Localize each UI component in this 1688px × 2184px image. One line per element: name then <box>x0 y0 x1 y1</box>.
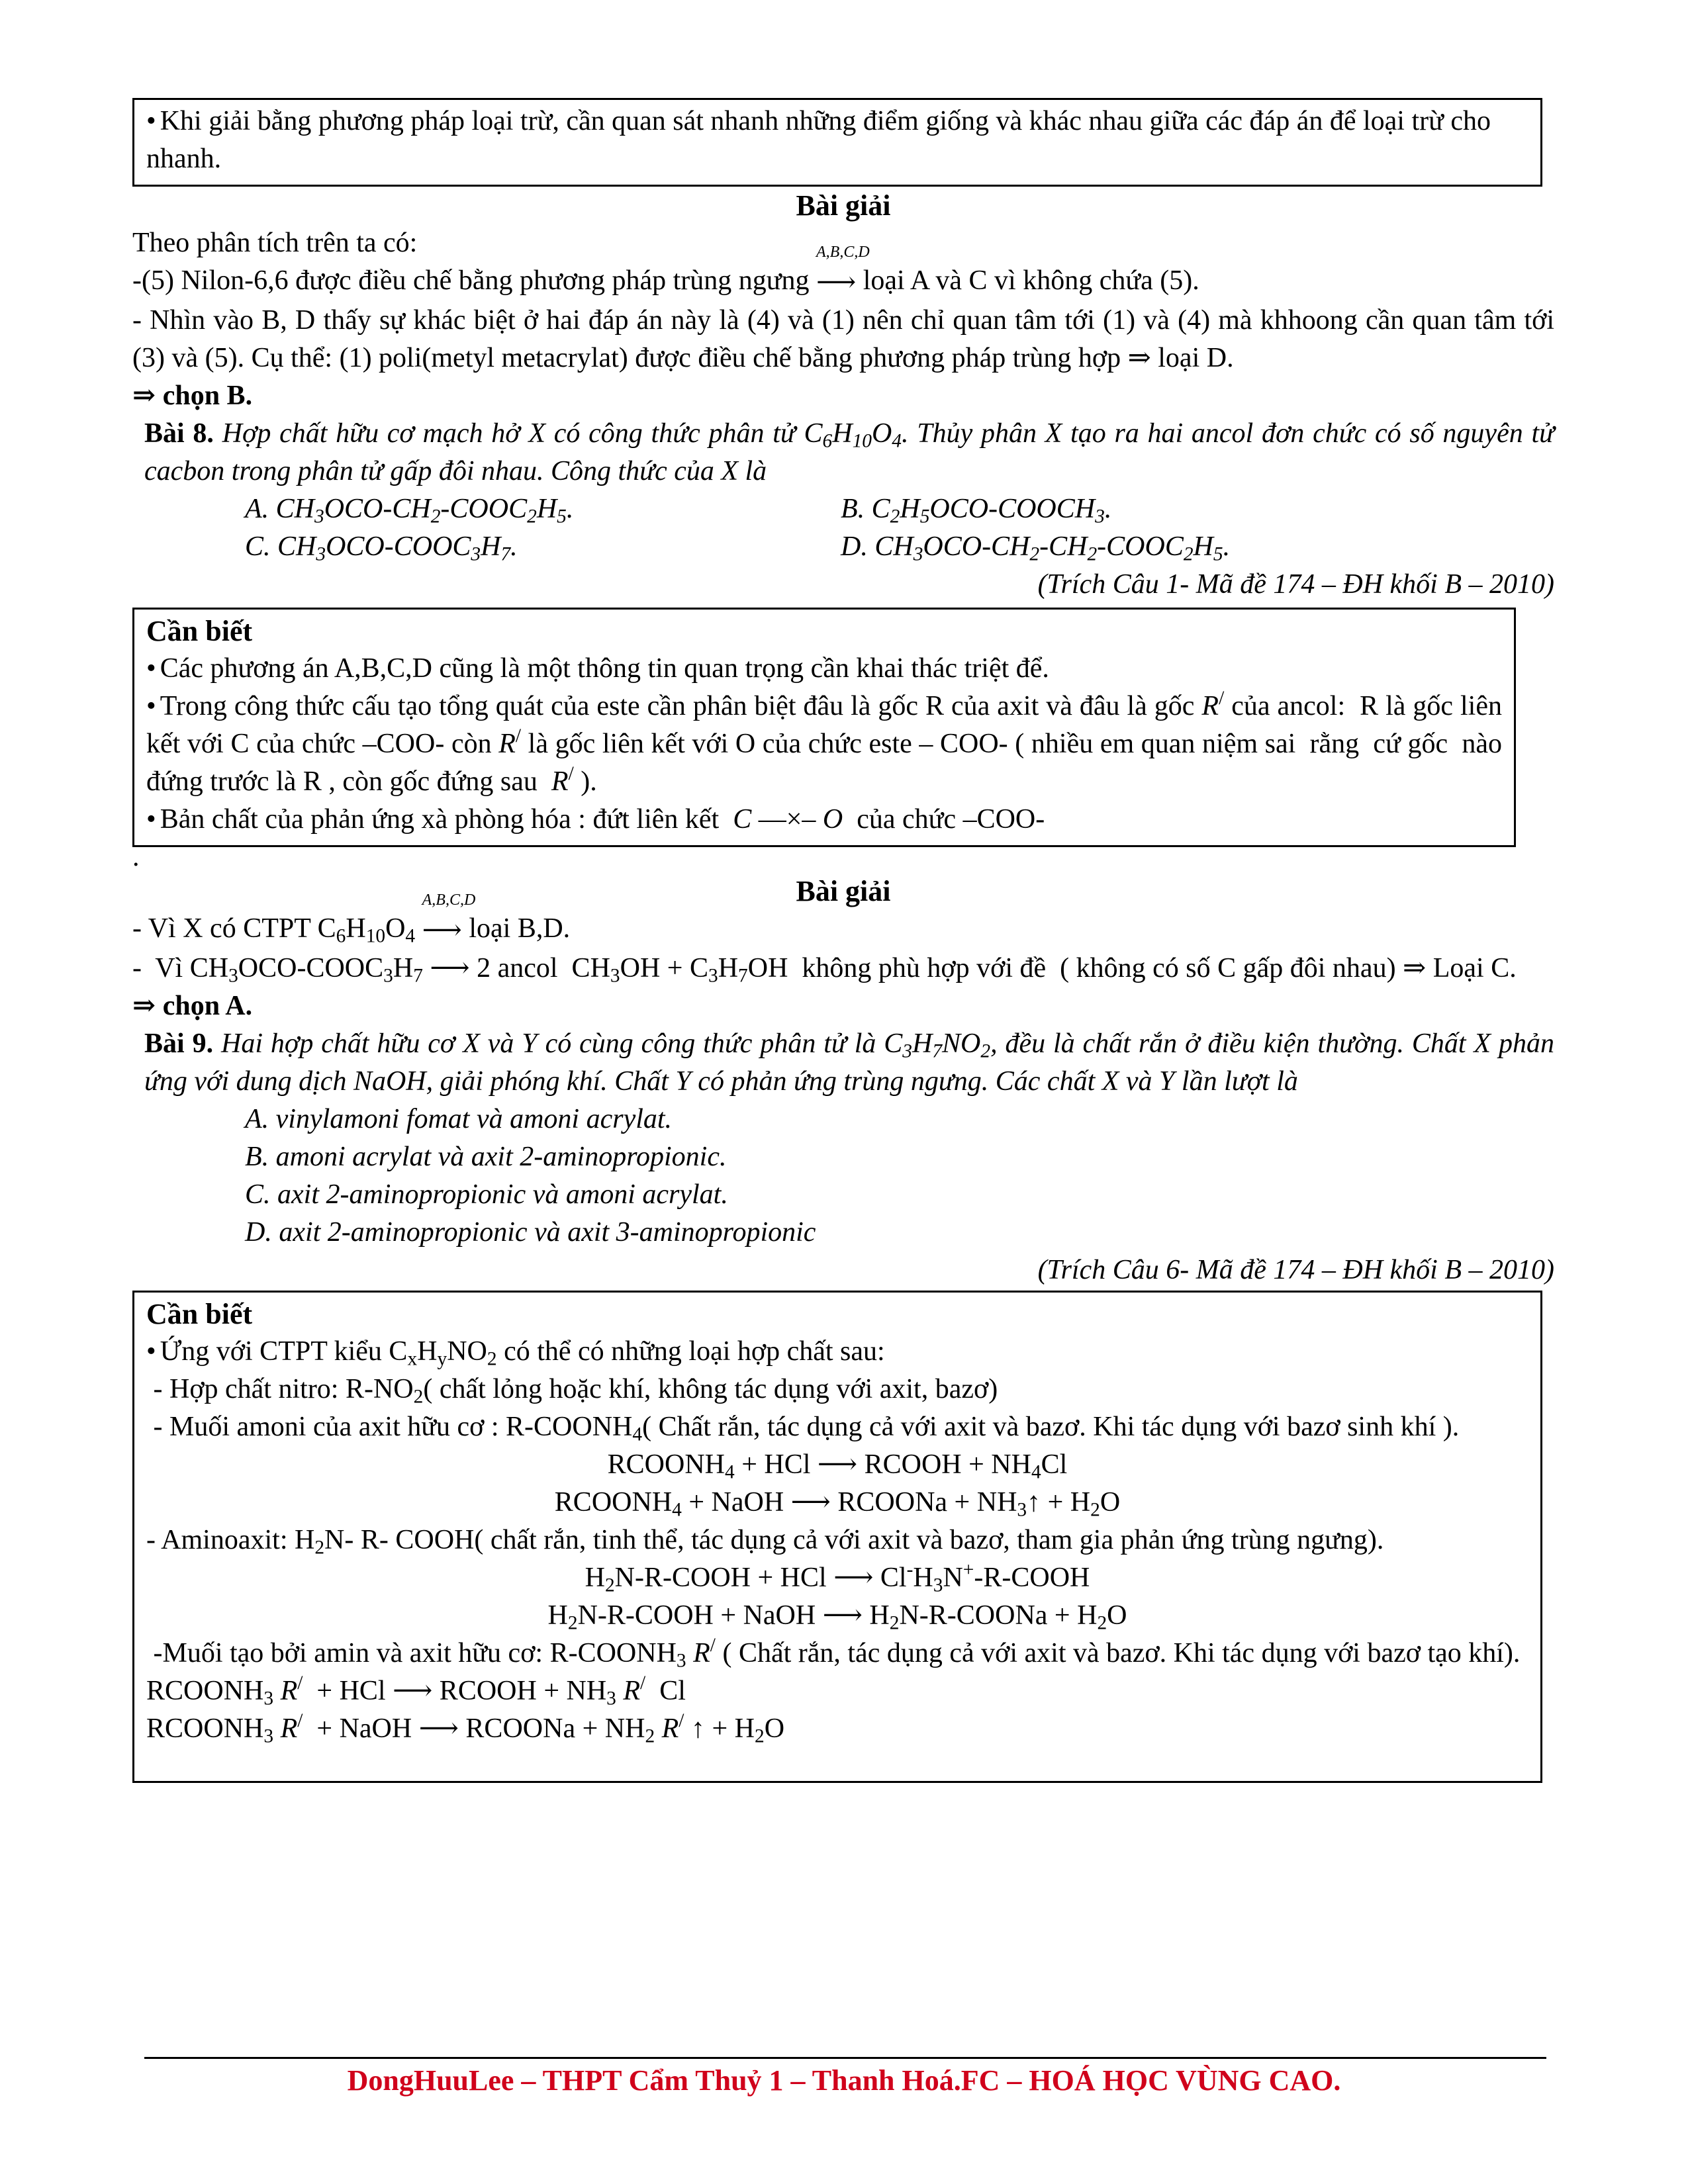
question-9-label: Bài 9. <box>144 1028 214 1059</box>
solution-2-title: Bài giải <box>796 874 891 907</box>
question-9 <box>132 1025 1554 1101</box>
question-8-text: Hợp chất hữu cơ mạch hở X có công thức phân tử $C_6H_{10}O_4$. Thủy phân X tạo ra hai ancol đơn chức có số nguyên tử cacbon trong phân tử gấp đôi nhau. Công thức của X là <box>144 418 1555 486</box>
option-c: C. $CH_3OCO-COOC_3H_7$. <box>245 531 518 565</box>
question-8-source: (Trích Câu 1- Mã đề 174 – ĐH khối B – 2010) <box>1037 569 1554 600</box>
question-9-text: Hai hợp chất hữu cơ X và Y có cùng công thức phân tử là $C_3H_7NO_2$, đều là chất rắn ở điều kiện thường. Chất X phản ứng với dung dịch NaOH, giải phóng khí. Chất Y có phản ứng trùng ngưng. Các chất X và Y lần lượt là <box>144 1028 1554 1097</box>
solution-2-line-2: - Vì $CH_3OCO-COOC_3H_7$ ⟶ 2 ancol $CH_3OH + C_3H_7OH$ không phù hợp với đề ( không có số C gấp đôi nhau) ⇒ Loại C. <box>132 952 1517 987</box>
know-nitro: - Hợp chất nitro: $R-NO_2$( chất lỏng hoặc khí, không tác dụng với axit, bazơ) <box>146 1373 998 1408</box>
option-d: D. $CH_3OCO-CH_2-CH_2-COOC_2H_5$. <box>841 531 1231 565</box>
equation-3: $H_2N-R$-COOH + HCl ⟶ $Cl^-H_3N^+-R$-COOH <box>585 1559 1090 1596</box>
question-8-options-ab <box>132 490 1554 528</box>
know-box-2-title: Cần biết <box>146 1297 253 1330</box>
solution-title: Bài giải <box>796 189 891 222</box>
option-a: A. $CH_3OCO-CH_2-COOC_2H_5$. <box>245 493 574 527</box>
question-8-label: Bài 8. <box>144 418 214 449</box>
know-ammonium-salt: - Muối amoni của axit hữu cơ : $R-COONH_4$( Chất rắn, tác dụng cả với axit và bazơ. Khi tác dụng với bazơ sinh khí ). <box>146 1411 1460 1445</box>
know-box-1 <box>132 608 1516 847</box>
solution-line-1-text: -(5) Nilon-6,6 được điều chế bằng phương pháp trùng ngưng <box>132 265 810 296</box>
solution-intro: Theo phân tích trên ta có: <box>132 228 418 258</box>
document-page <box>132 98 1554 1783</box>
equation-4: $H_2N-R$-COOH + NaOH ⟶ $H_2N-R$-COONa + $H_2O$ <box>547 1600 1127 1634</box>
solution-2-line-1: - Vì X có CTPT $C_6H_{10}O_4$ A,B,C,D ⟶ loại B,D. <box>132 910 1554 950</box>
reaction-arrow-2: A,B,C,D ⟶ <box>422 891 476 946</box>
question-9-option-c: C. axit 2-aminopropionic và amoni acrylat. <box>245 1179 728 1210</box>
question-8 <box>132 415 1554 490</box>
reaction-arrow: A,B,C,D ⟶ <box>816 243 870 298</box>
solution-line-2: - Nhìn vào B, D thấy sự khác biệt ở hai đáp án này là (4) và (1) nên chỉ quan tâm tới (1) và (4) mà khhoong cần quan tâm tới (3) và (5). Cụ thể: (1) poli(metyl metacrylat) được điều chế bằng phương pháp trùng hợp ⇒ loại D. <box>132 304 1554 373</box>
solution-line-1-result: loại A và C vì không chứa (5). <box>863 265 1199 296</box>
know-box-2 <box>132 1291 1542 1783</box>
equation-5: $RCOONH_3$ R/ + HCl ⟶ RCOOH + $NH_3$ R/ Cl <box>146 1672 686 1709</box>
footer-divider <box>144 2057 1546 2059</box>
know-box-1-title: Cần biết <box>146 614 253 647</box>
question-9-option-d: D. axit 2-aminopropionic và axit 3-aminopropionic <box>245 1216 816 1248</box>
option-b: B. $C_2H_5OCO-COOCH_3$. <box>841 493 1112 527</box>
solution-2-line-1-result: loại B,D. <box>469 913 571 944</box>
equation-1: $RCOONH_4$ + HCl ⟶ RCOOH + $NH_4Cl$ <box>607 1449 1068 1483</box>
know-box-1-item-2: • Trong công thức cấu tạo tổng quát của este cần phân biệt đâu là gốc R của axit và đâu là gốc R/ của ancol: R là gốc liên kết với C của chức –COO- còn R/ là gốc liên kết với O của chức este – COO- ( nhiều em quan niệm sai rằng cứ gốc nào đứng trước là R , còn gốc đứng sau R/ ). <box>146 688 1502 801</box>
question-9-source: (Trích Câu 6- Mã đề 174 – ĐH khối B – 2010) <box>1037 1254 1554 1285</box>
equation-2: $RCOONH_4$ + NaOH ⟶ RCOONa + $NH_3↑ + H_2O$ <box>554 1486 1121 1521</box>
solution-2-choice: ⇒ chọn A. <box>132 990 253 1021</box>
know-box-2-item-1: • Ứng với CTPT kiểu $C_xH_yNO_2$ có thể có những loại hợp chất sau: <box>146 1333 1528 1371</box>
page-footer: DongHuuLee – THPT Cẩm Thuỷ 1 – Thanh Hoá.FC – HOÁ HỌC VÙNG CAO. <box>347 2064 1341 2097</box>
equation-6: $RCOONH_3$ R/ + NaOH ⟶ RCOONa + $NH_2$ R/ ↑ + $H_2O$ <box>146 1709 785 1747</box>
tip-box <box>132 98 1542 187</box>
question-9-option-a: A. vinylamoni fomat và amoni acrylat. <box>245 1103 673 1134</box>
know-box-1-item-1: • Các phương án A,B,C,D cũng là một thông tin quan trọng cần khai thác triệt để. <box>146 650 1502 688</box>
tip-text: • Khi giải bằng phương pháp loại trừ, cần quan sát nhanh những điểm giống và khác nhau giữa các đáp án để loại trừ cho nhanh. <box>146 106 1491 174</box>
question-8-options-cd <box>132 528 1554 566</box>
know-amine-salt: -Muối tạo bởi amin và axit hữu cơ: $R-COONH_3$ R/ ( Chất rắn, tác dụng cả với axit và bazơ. Khi tác dụng với bazơ tạo khí). <box>146 1634 1521 1672</box>
question-9-option-b: B. amoni acrylat và axit 2-aminopropionic. <box>245 1141 727 1172</box>
know-aminoacid: - Aminoaxit: $H_2N-$ R- COOH( chất rắn, tinh thể, tác dụng cả với axit và bazơ, tham gia phản ứng trùng ngưng). <box>146 1524 1384 1559</box>
solution-choice: ⇒ chọn B. <box>132 380 253 411</box>
know-box-1-item-3: • Bản chất của phản ứng xà phòng hóa : đứt liên kết C —×– O của chức –COO- <box>146 801 1502 839</box>
stray-dot: . <box>132 841 140 872</box>
